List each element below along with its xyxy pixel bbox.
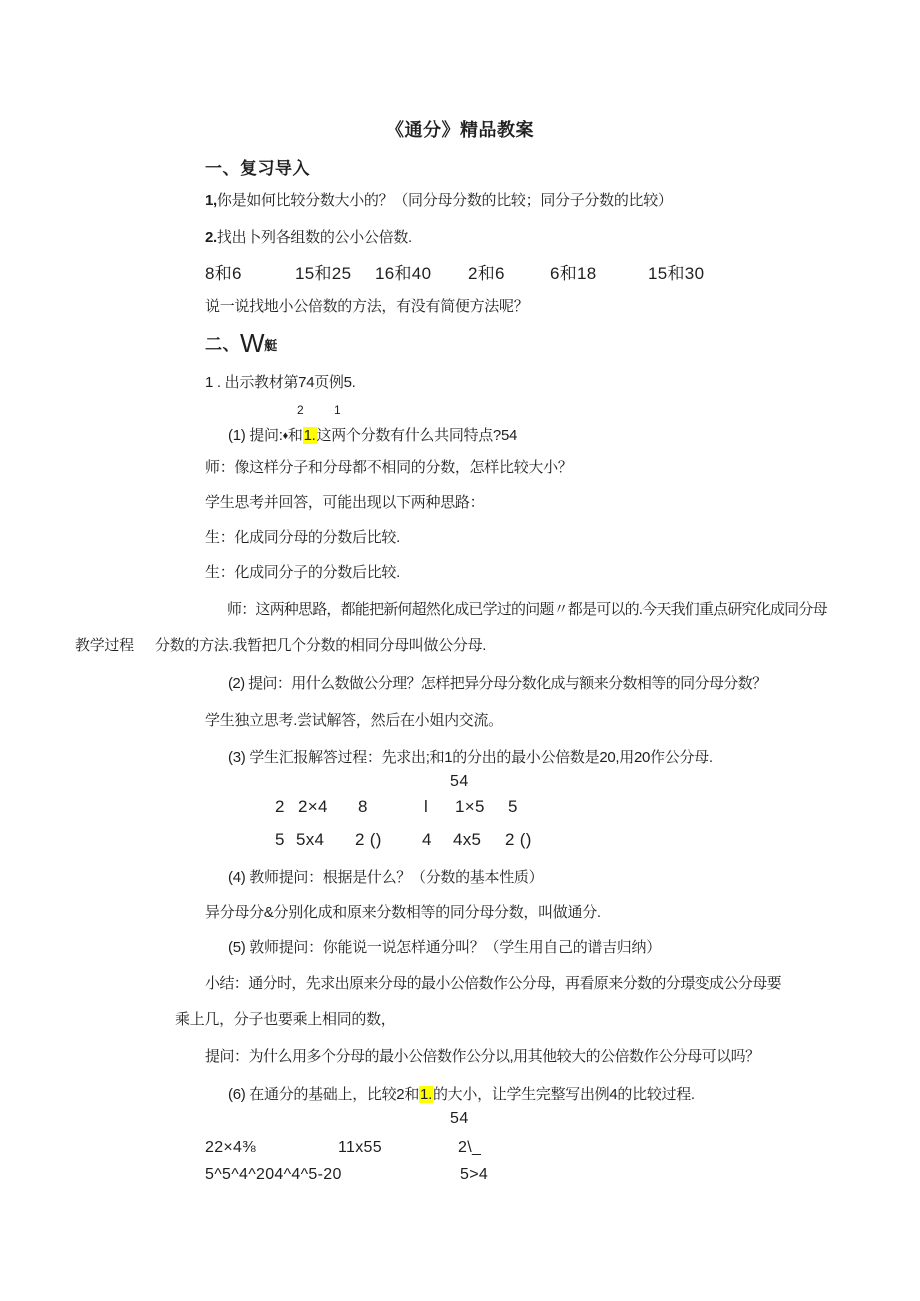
line-summary2: 乘上几，分子也要乘上相同的数， bbox=[175, 1011, 396, 1028]
doc-title: 《通分》精品教案 bbox=[386, 120, 534, 140]
work-r1-c6: 5 bbox=[508, 797, 518, 816]
line-student1: 生：化成同分母的分数后比较. bbox=[205, 529, 400, 546]
calc-r2-c1: 5^5^4^204^4^5-20 bbox=[205, 1166, 342, 1183]
work-r1-c5: 1×5 bbox=[455, 797, 485, 816]
step1-prefix: (1) 提问: bbox=[228, 427, 283, 444]
line-question-followup: 提问：为什么用多个分母的最小公倍数作公分以,用其他较大的公倍数作公分母可以吗？ bbox=[205, 1048, 760, 1065]
page-number-mid: 54 bbox=[450, 773, 469, 790]
line-student2: 生：化成同分子的分数后比较. bbox=[205, 564, 400, 581]
work-r2-c5: 4x5 bbox=[453, 830, 482, 849]
work-r2-c2: 5x4 bbox=[296, 830, 325, 849]
step1-rest: 这两个分数有什么共同特点?54 bbox=[316, 427, 518, 444]
pair-15-25: 15和25 bbox=[295, 264, 352, 283]
page-number-bottom: 54 bbox=[450, 1110, 469, 1127]
work-r2-c3: 2 () bbox=[355, 830, 382, 849]
work-r2-c6: 2 () bbox=[505, 830, 532, 849]
work-r1-c1: 2 bbox=[275, 797, 285, 816]
pair-8-6: 8和6 bbox=[205, 264, 242, 283]
line-summary1: 小结：通分时，先求出原来分母的最小公倍数作公分母，再看原来分数的分璟变成公分母要 bbox=[205, 975, 782, 992]
line-note: 说一说找地小公倍数的方法，有没有简便方法呢？ bbox=[205, 298, 529, 315]
pair-16-40: 16和40 bbox=[375, 264, 432, 283]
calc-r1-c3: 2\_ bbox=[458, 1139, 482, 1156]
heading-review-intro: 一、复习导入 bbox=[205, 159, 310, 178]
fraction-numerator-1: 1 bbox=[334, 403, 341, 417]
calc-r2-c2: 5˃4 bbox=[460, 1166, 489, 1183]
pair-15-30: 15和30 bbox=[648, 264, 705, 283]
pair-6-18: 6和18 bbox=[550, 264, 597, 283]
heading2-w: W bbox=[240, 328, 265, 358]
line-think: 学生思考并回答，可能出现以下两种思路： bbox=[205, 494, 485, 511]
line-teacher2-cont: 分数的方法.我暂把几个分数的相同分母叫做公分母. bbox=[155, 637, 487, 654]
q2-text: 找出卜列各组数的公小公倍数. bbox=[216, 229, 412, 246]
work-r2-c1: 5 bbox=[275, 830, 285, 849]
work-r1-c2: 2×4 bbox=[298, 797, 328, 816]
step1-he: 和 bbox=[287, 427, 303, 444]
q1-text: 你是如何比较分数大小的？（同分母分数的比较；同分子分数的比较） bbox=[216, 192, 673, 209]
line-step3: (3) 学生汇报解答过程：先求出;和1的分出的最小公倍数是20,用20作公分母. bbox=[228, 749, 713, 766]
work-r1-c3: 8 bbox=[358, 797, 368, 816]
line-question1 bbox=[205, 189, 673, 210]
side-label-teaching-process: 教学过程 bbox=[75, 637, 134, 654]
step6-highlight: 1. bbox=[420, 1086, 432, 1103]
line-step6 bbox=[228, 1083, 695, 1104]
line-independent: 学生独立思考.尝试解答，然后在小姐内交流。 bbox=[205, 712, 503, 729]
line-item1: 1 . 出示教材第74页例5. bbox=[205, 374, 356, 391]
calc-r1-c2: 11x55 bbox=[338, 1139, 382, 1156]
q2-number: 2. bbox=[205, 229, 217, 246]
line-teacher1: 师：像这样分子和分母都不相同的分数，怎样比较大小？ bbox=[205, 459, 573, 476]
pair-2-6: 2和6 bbox=[468, 264, 505, 283]
line-teacher2: 师：这两种思路，都能把新何超然化成已学过的问题〃都是可以的.今天我们重点研究化成同分母 bbox=[227, 601, 827, 618]
work-r2-c4: 4 bbox=[422, 830, 432, 849]
work-r1-c4: l bbox=[424, 797, 429, 816]
line-step2: (2) 提问：用什么数做公分理？怎样把异分母分数化成与额来分数相等的同分母分数？ bbox=[228, 675, 767, 692]
line-step4: (4) 教师提问：根据是什么？（分数的基本性质） bbox=[228, 869, 544, 886]
heading2-prefix: 二、 bbox=[205, 335, 240, 354]
line-step5: (5) 敦师提问：你能说一说怎样通分叫？（学生用自己的谱吉归纳） bbox=[228, 939, 661, 956]
heading2-tail: 艇 bbox=[264, 338, 277, 353]
line-question2 bbox=[205, 226, 412, 247]
calc-r1-c1: 22×4⅜ bbox=[205, 1139, 256, 1156]
diamond-glyph: ♦ bbox=[282, 430, 288, 442]
fraction-numerator-2: 2 bbox=[297, 403, 304, 417]
line-step1 bbox=[228, 424, 517, 445]
q1-number: 1, bbox=[205, 192, 217, 209]
step1-highlight: 1. bbox=[303, 427, 316, 444]
heading-section2 bbox=[205, 328, 277, 358]
step6-rest: 的大小，让学生完整写出例4的比较过程. bbox=[432, 1086, 695, 1103]
step6-prefix: (6) 在通分的基础上，比较2和 bbox=[228, 1086, 420, 1103]
line-definition: 异分母分&分别化成和原来分数相等的同分母分数，叫做通分. bbox=[205, 904, 601, 921]
